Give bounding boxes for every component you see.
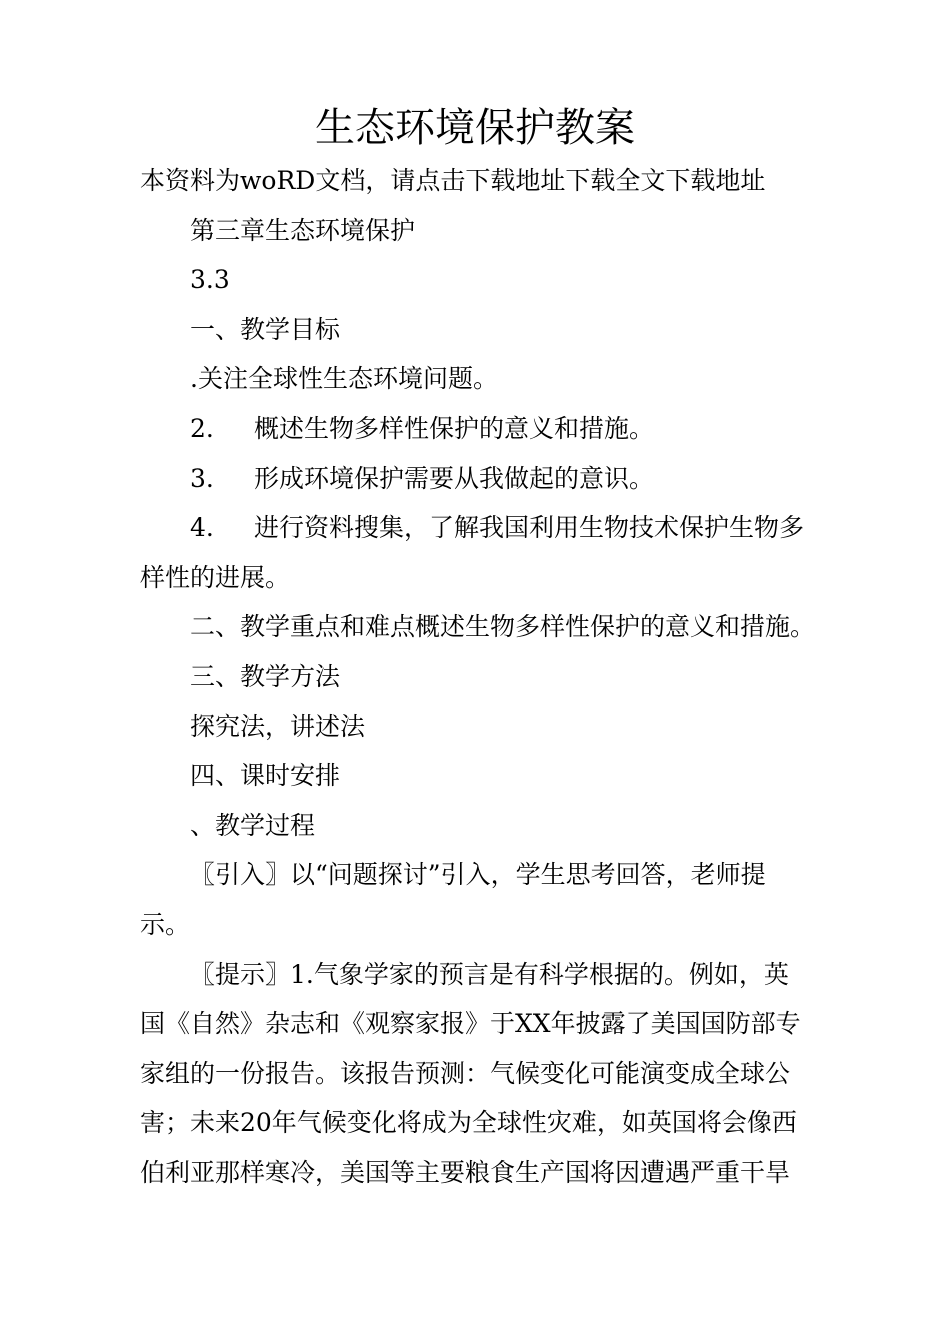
heading-key-points: 二、教学重点和难点概述生物多样性保护的意义和措施。: [190, 612, 816, 642]
document-title: 生态环境保护教案: [315, 105, 635, 151]
goal-item-3-text: 形成环境保护需要从我做起的意识。: [254, 463, 655, 493]
goal-item-4-text-a: 进行资料搜集，了解我国利用生物技术保护生物多: [254, 513, 805, 543]
intro-step-line-1: 〖引入〗以“问题探讨”引入，学生思考回答，老师提: [190, 860, 766, 890]
teaching-methods: 探究法，讲述法: [190, 711, 366, 741]
goal-item-3-number: 3.: [190, 463, 214, 493]
hint-line-2: 国《自然》杂志和《观察家报》于XX年披露了美国国防部专: [140, 1009, 801, 1039]
document-body: [140, 156, 830, 1197]
goal-item-2-number: 2.: [190, 413, 214, 443]
hint-line-1: 〖提示〗1.气象学家的预言是有科学根据的。例如，英: [190, 959, 789, 989]
goal-item-1: .关注全球性生态环境问题。: [190, 364, 498, 394]
goal-item-4: [140, 503, 830, 553]
chapter-line: 第三章生态环境保护: [190, 215, 416, 245]
heading-teaching-goals: 一、教学目标: [190, 314, 341, 344]
goal-item-4-continuation: 样性的进展。: [140, 562, 291, 592]
goal-item-3: [140, 454, 830, 504]
goal-item-4-number: 4.: [190, 513, 214, 543]
heading-teaching-process: 、教学过程: [190, 810, 316, 840]
intro-line: 本资料为woRD文档，请点击下载地址下载全文下载地址: [140, 166, 766, 195]
hint-line-5: 伯利亚那样寒冷，美国等主要粮食生产国将因遭遇严重干旱: [140, 1157, 791, 1187]
hint-line-4: 害；未来20年气候变化将成为全球性灾难，如英国将会像西: [140, 1108, 797, 1138]
section-number: 3.3: [190, 265, 230, 295]
goal-item-2: [140, 404, 830, 454]
goal-item-2-text: 概述生物多样性保护的意义和措施。: [254, 413, 655, 443]
heading-schedule: 四、课时安排: [190, 761, 341, 791]
heading-teaching-methods: 三、教学方法: [190, 661, 341, 691]
intro-step-line-2: 示。: [140, 909, 191, 939]
hint-line-3: 家组的一份报告。该报告预测：气候变化可能演变成全球公: [140, 1058, 791, 1088]
